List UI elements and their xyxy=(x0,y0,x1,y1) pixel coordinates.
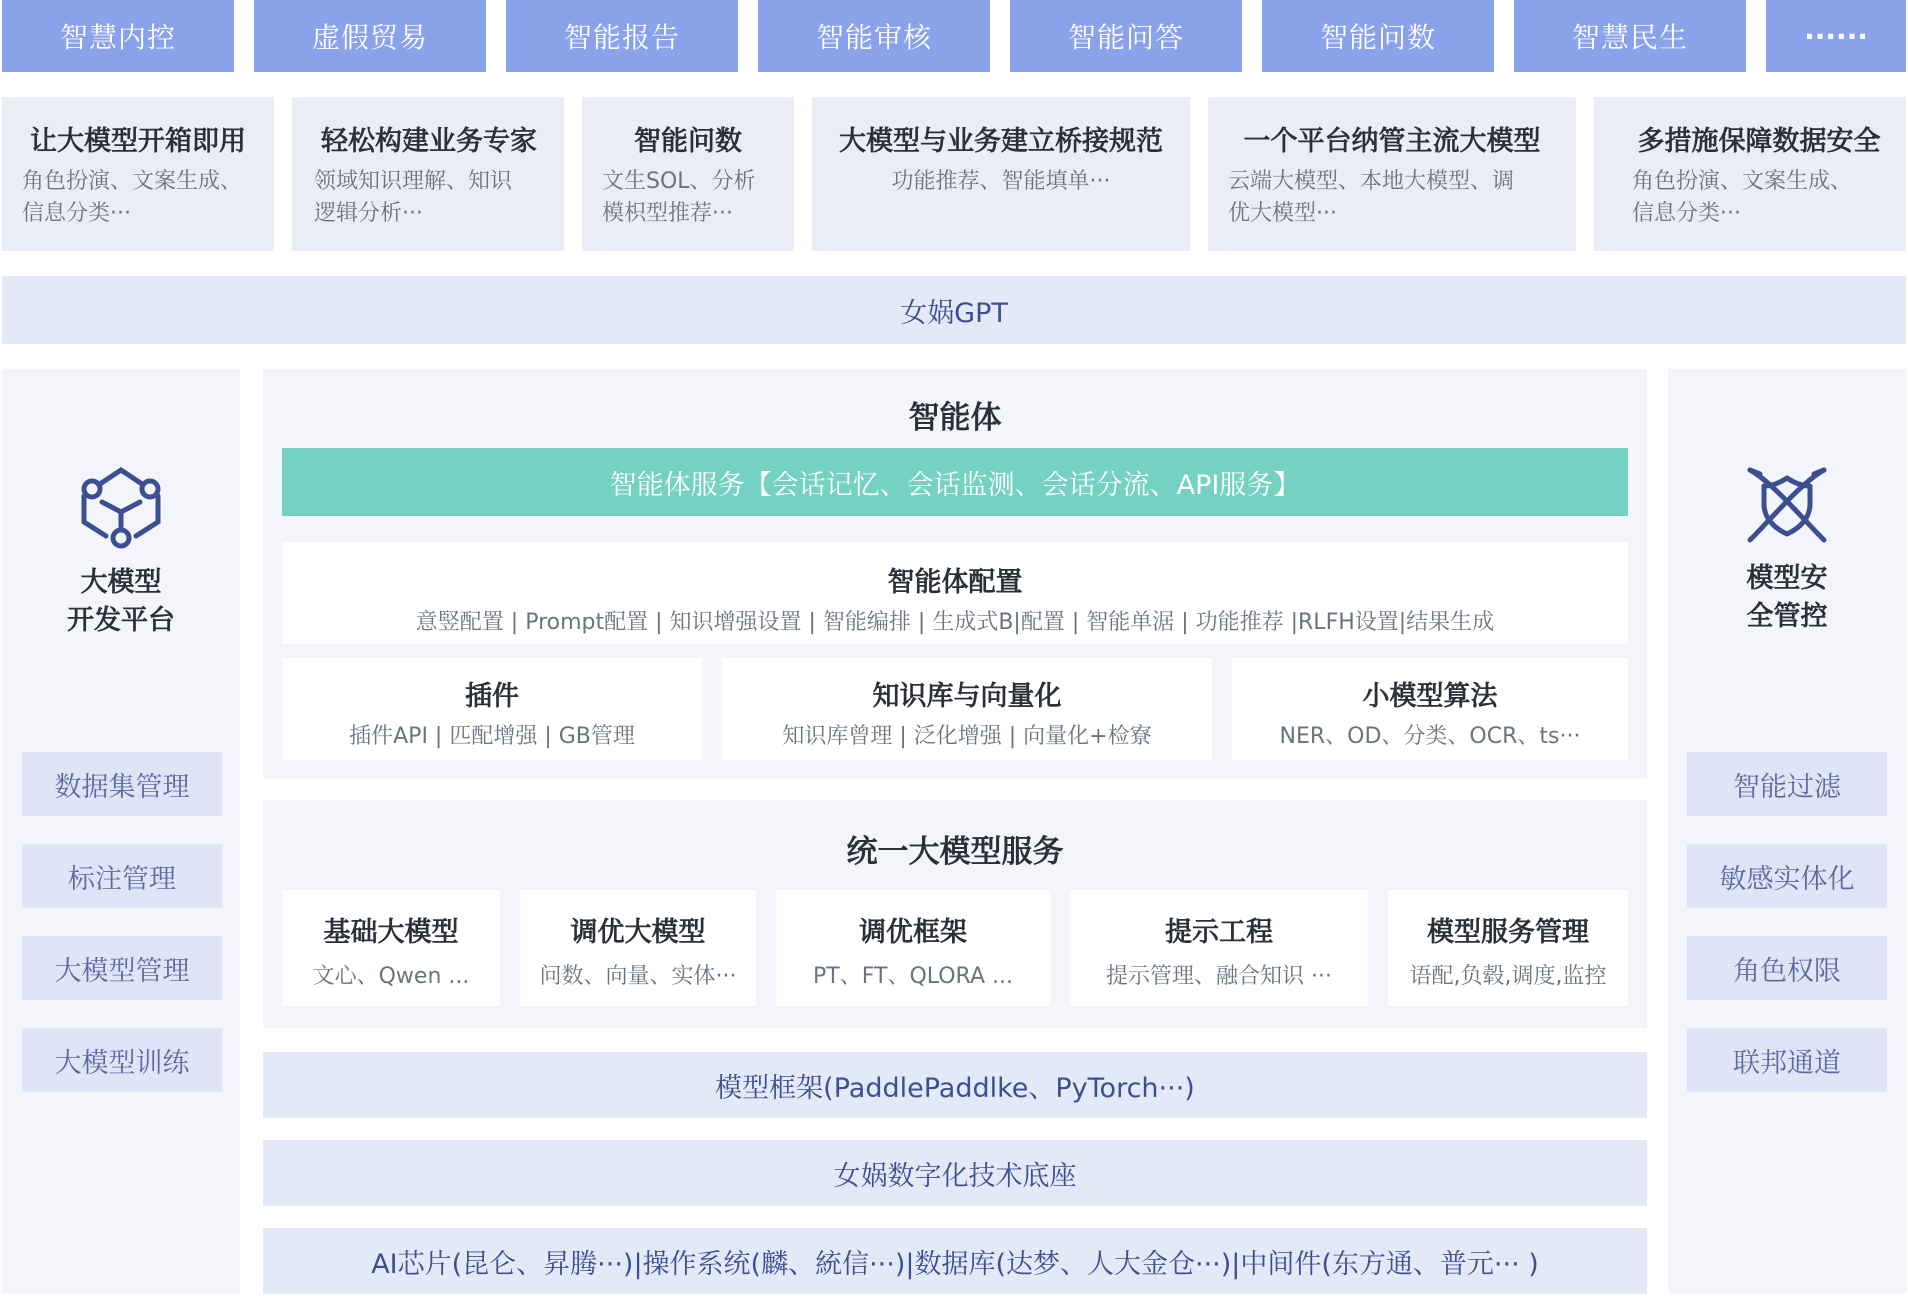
feature-card xyxy=(1208,97,1576,251)
tuning-framework-desc: PT、FT、QLORA ... xyxy=(813,964,1013,989)
tuned-model-title: 调优大模型 xyxy=(570,917,706,948)
feature-card-desc: 优大模型··· xyxy=(1228,200,1337,226)
shield-cross-icon xyxy=(1742,460,1832,550)
tuning-framework-box xyxy=(776,890,1050,1006)
prompt-engineering-title: 提示工程 xyxy=(1165,917,1273,948)
feature-card xyxy=(2,97,274,251)
tuning-framework-title: 调优框架 xyxy=(859,917,967,948)
prompt-engineering-desc: 提示管理、融合知识 ··· xyxy=(1106,964,1332,989)
gpt-platform-bar: 女娲GPT xyxy=(2,276,1906,344)
side-item-dataset-management[interactable]: 数据集管理 xyxy=(22,752,222,816)
feature-card-desc: 角色扮演、文案生成、 xyxy=(22,168,243,194)
plugin-desc: 插件API | 匹配增强 | GB管理 xyxy=(349,724,635,749)
small-model-box xyxy=(1232,658,1628,760)
unified-service-title: 统一大模型服务 xyxy=(846,834,1064,870)
feature-card-desc: 文生SOL、分析 xyxy=(602,168,756,194)
feature-card-title: 智能问数 xyxy=(634,125,742,157)
knowledge-base-box xyxy=(722,658,1212,760)
feature-card-title: 多措施保障数据安全 xyxy=(1637,125,1881,157)
cube-network-icon xyxy=(76,460,166,550)
tuned-model-box xyxy=(520,890,756,1006)
feature-card-title: 一个平台纳管主流大模型 xyxy=(1243,125,1541,157)
side-item-smart-filter[interactable]: 智能过滤 xyxy=(1687,752,1887,816)
feature-card xyxy=(292,97,564,251)
base-model-desc: 文心、Qwen ... xyxy=(312,964,470,989)
infrastructure-bar: AI芯片(昆仑、昇腾···)|操作系统(麟、統信···)|数据库(达梦、人大金仓···)|中间件(东方通、普元··· ) xyxy=(263,1228,1647,1294)
feature-card-desc: 角色扮演、文案生成、 xyxy=(1632,168,1853,194)
tuned-model-desc: 问数、向量、实体··· xyxy=(539,964,737,989)
model-service-management-title: 模型服务管理 xyxy=(1427,917,1589,948)
model-framework-bar: 模型框架(PaddlePaddlke、PyTorch···) xyxy=(263,1052,1647,1118)
base-model-title: 基础大模型 xyxy=(323,917,459,948)
side-item-sensitive-entity[interactable]: 敏感实体化 xyxy=(1687,844,1887,908)
feature-card-title: 轻松构建业务专家 xyxy=(321,125,537,157)
small-model-title: 小模型算法 xyxy=(1362,681,1498,712)
feature-card-desc: 模枳型推荐··· xyxy=(602,200,733,226)
feature-card-desc: 功能推荐、智能填单··· xyxy=(891,168,1111,194)
tab-smart-report[interactable]: 智能报告 xyxy=(506,0,738,72)
knowledge-base-title: 知识库与向量化 xyxy=(872,681,1062,712)
feature-card-desc: 云端大模型、本地大模型、调 xyxy=(1228,168,1515,194)
side-item-annotation-management[interactable]: 标注管理 xyxy=(22,844,222,908)
feature-card xyxy=(582,97,794,251)
tab-smart-internal-control[interactable]: 智慧内控 xyxy=(2,0,234,72)
base-model-box xyxy=(282,890,500,1006)
right-panel-title: 模型安 全管控 xyxy=(1746,563,1828,632)
digital-foundation-bar: 女娲数字化技术底座 xyxy=(263,1140,1647,1206)
plugin-box xyxy=(282,658,702,760)
tab-false-trade[interactable]: 虚假贸易 xyxy=(254,0,486,72)
tab-more[interactable]: ······ xyxy=(1766,0,1906,72)
side-item-model-training[interactable]: 大模型训练 xyxy=(22,1028,222,1092)
plugin-title: 插件 xyxy=(465,681,519,712)
side-item-federated-channel[interactable]: 联邦通道 xyxy=(1687,1028,1887,1092)
left-panel-title: 大模型 开发平台 xyxy=(67,567,175,636)
feature-card-desc: 信息分类··· xyxy=(22,200,131,226)
feature-card xyxy=(1594,97,1906,251)
agent-config-title: 智能体配置 xyxy=(887,567,1023,598)
small-model-desc: NER、OD、分类、OCR、ts··· xyxy=(1279,724,1581,749)
model-service-management-box xyxy=(1388,890,1628,1006)
tab-smart-qa[interactable]: 智能问答 xyxy=(1010,0,1242,72)
tab-smart-review[interactable]: 智能审核 xyxy=(758,0,990,72)
feature-card-title: 让大模型开箱即用 xyxy=(30,125,246,157)
prompt-engineering-box xyxy=(1070,890,1368,1006)
knowledge-base-desc: 知识库曾理 | 泛化增强 | 向量化+检寮 xyxy=(782,724,1152,749)
agent-config-desc: 意竪配置 | Prompt配置 | 知识增强设置 | 智能编排 | 生成式B|配置 | 智能单涺 | 功能推荐 |RLFH设置|结果生成 xyxy=(415,610,1495,635)
feature-card-desc: 逻辑分析··· xyxy=(314,200,423,226)
tab-smart-livelihood[interactable]: 智慧民生 xyxy=(1514,0,1746,72)
model-service-management-desc: 语配,负毂,调度,监控 xyxy=(1409,964,1607,989)
side-item-role-permission[interactable]: 角色权限 xyxy=(1687,936,1887,1000)
tab-smart-query[interactable]: 智能问数 xyxy=(1262,0,1494,72)
feature-card-desc: 领域知识理解、知识 xyxy=(314,168,513,194)
side-item-model-management[interactable]: 大模型管理 xyxy=(22,936,222,1000)
feature-card-desc: 信息分类··· xyxy=(1632,200,1741,226)
agent-section-title: 智能体 xyxy=(908,400,1002,436)
feature-card xyxy=(812,97,1190,251)
agent-service-bar: 智能体服务【会话记忆、会话监测、会话分流、API服务】 xyxy=(282,448,1628,516)
agent-config-box xyxy=(282,542,1628,644)
feature-card-title: 大模型与业务建立桥接规范 xyxy=(839,125,1163,157)
